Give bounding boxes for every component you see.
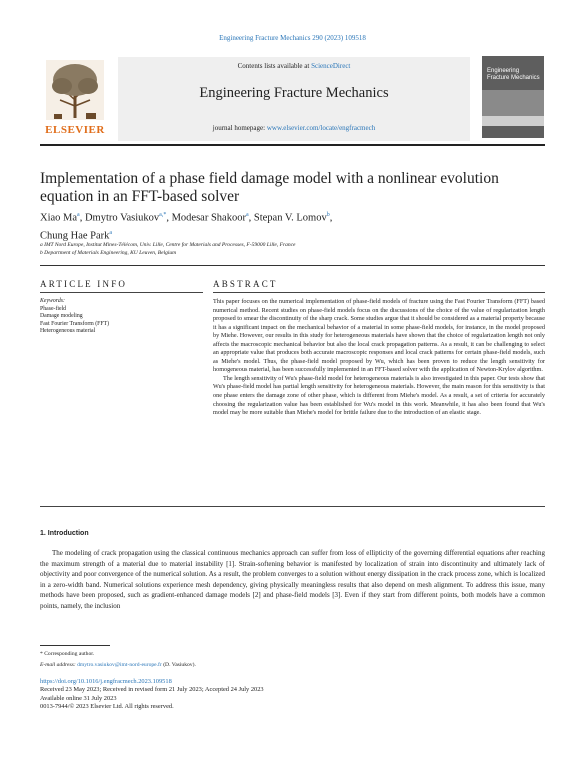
introduction-text xyxy=(40,548,545,612)
affiliation-a: a IMT Nord Europe, Institut Mines-Télécom, Univ. Lille, Centre for Materials and Processes, F-59000 Lille, France xyxy=(40,242,296,248)
author-affil-mark[interactable]: a xyxy=(109,229,113,236)
author-name[interactable]: Modesar Shakoor xyxy=(171,212,246,224)
author-list: Xiao Ma$^a$, Dmytro Vasiukov$^{a,*}$, Modesar Shakoor$^a$, Stepan V. Lomov$^b$, Chung Hae Park$^a$ xyxy=(40,212,333,241)
keywords-block xyxy=(40,298,203,336)
author-name[interactable]: Dmytro Vasiukov xyxy=(84,212,160,224)
journal-reference[interactable]: Engineering Fracture Mechanics 290 (2023) 109518 xyxy=(219,34,366,42)
footnote xyxy=(40,649,545,670)
contents-line xyxy=(118,62,470,70)
journal-cover-image[interactable] xyxy=(482,56,544,138)
keyword: Fast Fourier Transform (FFT) xyxy=(40,320,110,327)
corresponding-author-note: * Corresponding author. xyxy=(40,651,95,657)
abstract-paragraph: The length sensitivity of Wu's phase-field model for heterogeneous materials is also investigated in this paper. Our tests show that Wu's phase-field model has partial length sensitivity for heterogeneous materials. However, the main reason for this sensitivity is that one phase enters the damage zone of other phase, which is different from Miehe's model. As a result, a set of criteria for accurately choosing the regularization value has been established for Wu's model in this work. Meanwhile, it has also been found that Wu's model may be more suitable than Miehe's model for brittle failure due to the introduction of an elastic stage. xyxy=(213,374,545,417)
cover-title: Engineering Fracture Mechanics xyxy=(487,68,540,81)
elsevier-wordmark[interactable]: ELSEVIER xyxy=(45,124,105,136)
email-suffix: (D. Vasiukov). xyxy=(163,661,196,668)
affiliations xyxy=(40,241,545,257)
received-dates: Received 23 May 2023; Received in revised form 21 July 2023; Accepted 24 July 2023 xyxy=(40,686,264,694)
author-affil-mark[interactable]: a,* xyxy=(159,212,167,218)
contents-prefix: Contents lists available at xyxy=(237,62,310,70)
homepage-prefix: journal homepage: xyxy=(212,124,266,132)
keyword: Phase-field xyxy=(40,305,67,312)
footnote-rule xyxy=(40,645,110,646)
homepage-link[interactable]: www.elsevier.com/locate/engfracmech xyxy=(266,124,376,132)
journal-title: Engineering Fracture Mechanics xyxy=(199,85,389,101)
keyword: Heterogeneous material xyxy=(40,328,96,335)
author-affil-mark[interactable]: a xyxy=(77,212,80,218)
homepage-line xyxy=(118,124,470,132)
author-affil-mark[interactable]: a xyxy=(245,212,249,218)
author-name[interactable]: Chung Hae Park xyxy=(40,230,110,241)
sciencedirect-link[interactable]: ScienceDirect xyxy=(311,62,351,70)
abstract-paragraph: This paper focuses on the numerical implementation of phase-field models of fracture using the Fast Fourier Transform (FFT) based numerical method. Recent studies on phase-field models focus on the discussions of the choice of the value of regularization length proposed to smear the discontinuity of the sharp crack. Some studies argue that it should be considered as a material property because it has a significant impact on the mechanical behavior of a material in some phase-field models, for instance, in the model proposed by Miehe. However, our results in this study for heterogeneous materials have shown that the choice of regularization length not only affects the macroscopic mechanical behavior but also the local crack propagation patterns. As a result, it can be challenging to select an appropriate value that produces both accurate macroscopic responses and local crack patterns for certain phase-field models, such as Miehe's model. Thus, the phase-field model proposed by Wu, which has been proven to reduce the length sensitivity for homogeneous material, has been successfully implemented in an FFT-based solver with the application of Newton-Krylov algorithm. xyxy=(213,298,545,374)
article-info-rule xyxy=(40,292,203,293)
cover-band xyxy=(482,90,544,116)
abstract-bottom-rule xyxy=(40,506,545,507)
author-affil-mark[interactable]: b xyxy=(326,212,330,218)
doi-link[interactable]: https://doi.org/10.1016/j.engfracmech.2023.109518 xyxy=(40,678,172,685)
author-name[interactable]: Stepan V. Lomov xyxy=(253,212,327,224)
publication-info xyxy=(40,678,545,711)
abstract-text xyxy=(213,298,545,418)
header-rule xyxy=(40,144,545,146)
abstract-heading: ABSTRACT xyxy=(213,279,278,289)
affiliation-b: b Department of Materials Engineering, KU Leuven, Belgium xyxy=(40,250,177,256)
email-label: E-mail address: xyxy=(40,661,76,668)
article-info-heading: ARTICLE INFO xyxy=(40,279,128,289)
keywords-label: Keywords: xyxy=(40,298,65,304)
affiliations-rule xyxy=(40,265,545,266)
article-title: Implementation of a phase field damage model with a nonlinear evolution equation in an FFT-based solver xyxy=(40,170,499,205)
email-link[interactable]: dmytro.vasiukov@imt-nord-europe.fr xyxy=(77,661,162,668)
abstract-rule xyxy=(213,292,545,293)
section-heading-introduction: 1. Introduction xyxy=(40,530,89,537)
cover-band-light xyxy=(482,116,544,126)
keyword: Damage modeling xyxy=(40,313,83,320)
author-name[interactable]: Xiao Ma xyxy=(40,212,78,224)
email-line xyxy=(40,660,545,671)
introduction-paragraph: The modeling of crack propagation using the classical continuous mechanics approach can suffer from loss of ellipticity of the governing differential equations after reaching the maximum strength of a material due to material instability [1]. Strain-softening behavior is manifested by localization of strain into discontinuity and ultimately lack of objectivity and poor convergence of the numerical solution. As a result, the problem converges to a solution without energy dissipation in the crack process zone, which is localized in a zero-width band. Numerical solutions experience mesh dependency, giving physically meaningless results that also depend on mesh alignment. To address this issue, many methods have been proposed, such as gradient-enhanced damage models [2] and phase-field models [3]. Even if they start from different points, both models have a common points, namely, the inclusion xyxy=(40,549,545,610)
copyright: 0013-7944/© 2023 Elsevier Ltd. All rights reserved. xyxy=(40,702,174,710)
available-online: Available online 31 July 2023 xyxy=(40,694,117,702)
